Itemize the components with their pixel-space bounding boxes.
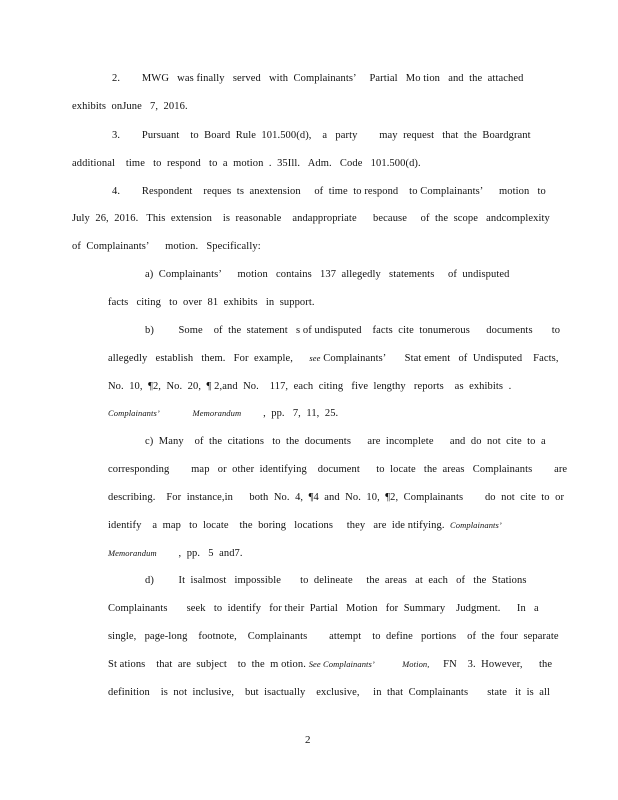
subparagraph-d-line-1: d) It isalmost impossible to delineate the areas at each of the Stations [145, 575, 527, 586]
see-signal: see [309, 353, 321, 363]
complainants-citation: Complainants’ [108, 408, 160, 418]
see-complainants-signal: See Complainants’ [308, 659, 375, 669]
subparagraph-b-line-2-text: allegedly establish them. For example, [108, 353, 293, 364]
subparagraph-b-line-3: No. 10, ¶2, No. 20, ¶ 2,and No. 117, each citing five lengthy reports as exhibits . [108, 381, 512, 392]
subparagraph-c-line-4 [108, 519, 502, 532]
paragraph-2-line-1: 2. MWG was finally served with Complainants’ Partial Mo tion and the attached [112, 73, 524, 84]
subparagraph-b-line-2-tail: Complainants’ Stat ement of Undisputed Facts, [323, 353, 559, 364]
paragraph-3-line-2: additional time to respond to a motion . 35Ill. Adm. Code 101.500(d). [72, 158, 421, 169]
subparagraph-d-line-4-tail: FN 3. However, the [443, 659, 553, 670]
subparagraph-d-line-2: Complainants seek to identify for their Partial Motion for Summary Judgment. In a [108, 603, 539, 614]
subparagraph-d-line-3: single, page-long footnote, Complainants attempt to define portions of the four separate [108, 631, 559, 642]
subparagraph-c-line-1: c) Many of the citations to the documents are incomplete and do not cite to a [145, 436, 546, 447]
subparagraph-c-line-4-text: identify a map to locate the boring locations they are ide ntifying. [108, 520, 445, 531]
subparagraph-a-line-2: facts citing to over 81 exhibits in support. [108, 297, 315, 308]
citation-pages: , pp. 7, 11, 25. [263, 408, 339, 419]
paragraph-2-line-2: exhibits onJune 7, 2016. [72, 101, 188, 112]
paragraph-4-line-2: July 26, 2016. This extension is reasonable andappropriate because of the scope andcomplexity [72, 213, 550, 224]
subparagraph-a-line-1: a) Complainants’ motion contains 137 allegedly statements of undisputed [145, 269, 510, 280]
page-number: 2 [305, 734, 311, 746]
subparagraph-d-line-5: definition is not inclusive, but isactually exclusive, in that Complainants state it is all [108, 687, 551, 698]
subparagraph-b-line-1: b) Some of the statement s of undisputed facts cite tonumerous documents to [145, 325, 561, 336]
subparagraph-d-line-4-text: St ations that are subject to the m otion. [108, 659, 306, 670]
subparagraph-c-line-3: describing. For instance,in both No. 4, ¶4 and No. 10, ¶2, Complainants do not cite to or [108, 492, 565, 503]
subparagraph-c-line-2: corresponding map or other identifying document to locate the areas Complainants are [108, 464, 568, 475]
subparagraph-d-line-4 [108, 658, 552, 671]
motion-citation: Motion, [402, 659, 430, 669]
memorandum-citation: Memorandum [108, 548, 157, 558]
paragraph-3-line-1: 3. Pursuant to Board Rule 101.500(d), a party may request that the Boardgrant [112, 130, 531, 141]
paragraph-4-line-3: of Complainants’ motion. Specifically: [72, 241, 261, 252]
subparagraph-c-line-5 [108, 547, 243, 560]
citation-pages: , pp. 5 and7. [178, 548, 243, 559]
memorandum-citation: Memorandum [192, 408, 242, 418]
complainants-citation: Complainants’ [450, 520, 502, 530]
subparagraph-b-line-2 [108, 352, 559, 365]
paragraph-4-line-1: 4. Respondent reques ts anextension of time to respond to Complainants’ motion to [112, 186, 546, 197]
subparagraph-b-line-4 [108, 407, 338, 420]
